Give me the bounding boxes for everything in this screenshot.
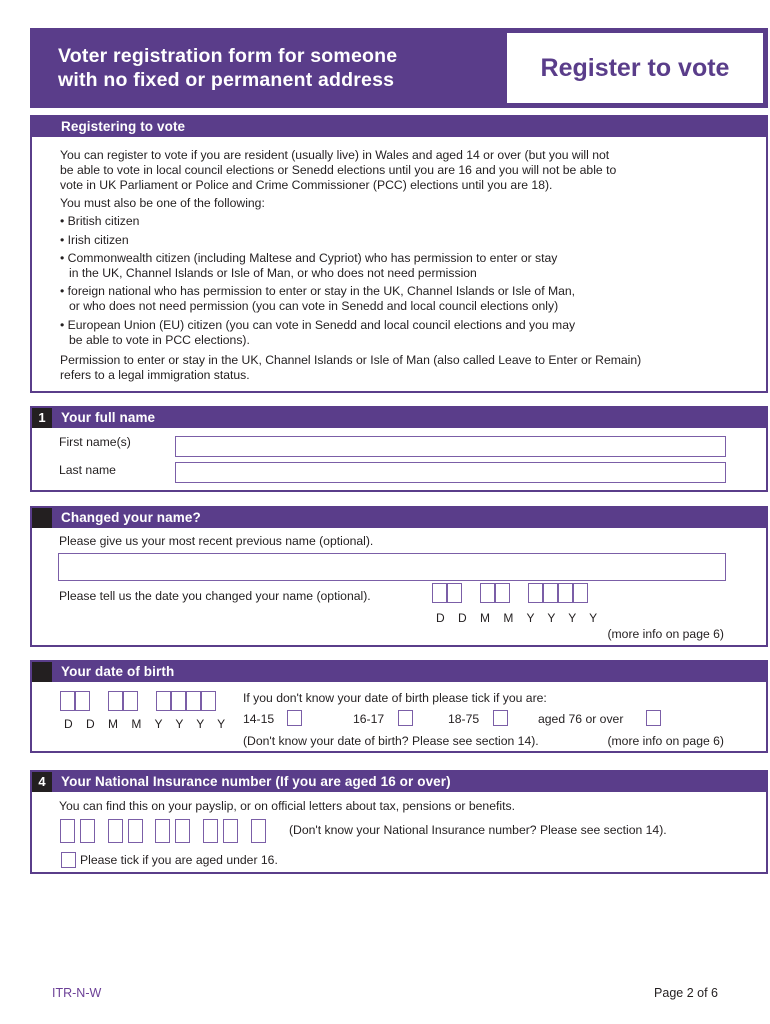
form-title-line1: Voter registration form for someone (58, 45, 398, 67)
ni-hint: You can find this on your payslip, or on official letters about tax, pensions or benefits. (59, 799, 515, 813)
ni-box[interactable] (155, 819, 170, 843)
age-14-15-checkbox[interactable] (287, 710, 302, 726)
date-box-month[interactable] (480, 583, 495, 603)
dob-box-year[interactable] (156, 691, 171, 711)
ni-box[interactable] (128, 819, 143, 843)
date-box-year[interactable] (558, 583, 573, 603)
ni-box[interactable] (223, 819, 238, 843)
bullet-item: • European Union (EU) citizen (you can vote in Senedd and local council elections and you may (60, 318, 576, 332)
first-name-input[interactable] (175, 436, 726, 457)
intro-line: You can register to vote if you are resident (usually live) in Wales and aged 14 or over (but you will not (60, 148, 610, 162)
first-name-label: First name(s) (59, 435, 131, 449)
date-format-hint: D D M M Y Y Y Y (436, 611, 603, 625)
intro-line: be able to vote in local council elections or Senedd elections until you are 16 and you will not be able to (60, 163, 617, 177)
form-header (30, 28, 768, 108)
age-18-75-checkbox[interactable] (493, 710, 508, 726)
dob-unknown-label: If you don't know your date of birth please tick if you are: (243, 691, 547, 705)
name-change-date-label: Please tell us the date you changed your name (optional). (59, 589, 371, 603)
changed-name-heading-bar (32, 508, 766, 528)
registering-heading-bar (32, 117, 766, 137)
date-box-year[interactable] (543, 583, 558, 603)
dob-box-day[interactable] (75, 691, 90, 711)
registering-heading: Registering to vote (61, 119, 186, 134)
dob-box-day[interactable] (60, 691, 75, 711)
register-badge (506, 32, 764, 104)
date-box-day[interactable] (432, 583, 447, 603)
more-info-note: (more info on page 6) (607, 627, 724, 641)
under-16-label: Please tick if you are aged under 16. (80, 853, 278, 867)
date-of-birth-heading: Your date of birth (61, 664, 175, 679)
register-badge-text: Register to vote (540, 53, 730, 82)
age-option-label: 18-75 (448, 712, 480, 726)
full-name-heading: Your full name (61, 410, 156, 425)
intro-line: vote in UK Parliament or Police and Crime Commissioner (PCC) elections until you are 18). (60, 178, 553, 192)
date-box-day[interactable] (447, 583, 462, 603)
section-number: 1 (32, 408, 52, 428)
section-number: 4 (32, 772, 52, 792)
bullet-item: • foreign national who has permission to enter or stay in the UK, Channel Islands or Isle of Man, (60, 284, 576, 298)
dob-box-year[interactable] (186, 691, 201, 711)
form-title (58, 44, 488, 92)
registering-section (30, 115, 768, 393)
national-insurance-section (30, 770, 768, 874)
date-of-birth-section (30, 660, 768, 753)
page-number: Page 2 of 6 (654, 986, 718, 1000)
ni-box[interactable] (80, 819, 95, 843)
dob-box-year[interactable] (201, 691, 216, 711)
ni-box[interactable] (203, 819, 218, 843)
ni-unknown-note: (Don't know your National Insurance number? Please see section 14). (289, 823, 667, 837)
age-76-over-checkbox[interactable] (646, 710, 661, 726)
ni-box[interactable] (251, 819, 266, 843)
bullet-item-cont: in the UK, Channel Islands or Isle of Man, or who does not need permission (69, 266, 477, 280)
date-of-birth-heading-bar (32, 662, 766, 682)
bullet-item: • Commonwealth citizen (including Maltese and Cypriot) who has permission to enter or stay (60, 251, 558, 265)
dob-format-hint: D D M M Y Y Y Y (64, 717, 231, 731)
date-box-year[interactable] (528, 583, 543, 603)
bullet-item-cont: be able to vote in PCC elections). (69, 333, 250, 347)
last-name-input[interactable] (175, 462, 726, 483)
changed-name-section (30, 506, 768, 647)
date-box-year[interactable] (573, 583, 588, 603)
ni-box[interactable] (175, 819, 190, 843)
age-16-17-checkbox[interactable] (398, 710, 413, 726)
permission-line: Permission to enter or stay in the UK, Channel Islands or Isle of Man (also called Leave to Enter or Remain) (60, 353, 642, 367)
dob-unknown-note: (Don't know your date of birth? Please see section 14). (243, 734, 539, 748)
section-number-blank (32, 662, 52, 682)
form-code: ITR-N-W (52, 986, 102, 1000)
full-name-heading-bar (32, 408, 766, 428)
dob-box-month[interactable] (123, 691, 138, 711)
form-title-line2: with no fixed or permanent address (58, 69, 395, 91)
national-insurance-heading: Your National Insurance number (If you are aged 16 or over) (61, 774, 451, 789)
under-16-checkbox[interactable] (61, 852, 76, 868)
ni-box[interactable] (108, 819, 123, 843)
date-box-month[interactable] (495, 583, 510, 603)
age-option-label: 14-15 (243, 712, 275, 726)
permission-line: refers to a legal immigration status. (60, 368, 250, 382)
last-name-label: Last name (59, 463, 116, 477)
more-info-note: (more info on page 6) (607, 734, 724, 748)
national-insurance-heading-bar (32, 772, 766, 792)
dob-box-month[interactable] (108, 691, 123, 711)
dob-box-year[interactable] (171, 691, 186, 711)
section-number-blank (32, 508, 52, 528)
also-line: You must also be one of the following: (60, 196, 265, 210)
bullet-item: • British citizen (60, 214, 140, 228)
previous-name-input[interactable] (58, 553, 726, 581)
age-option-label: 16-17 (353, 712, 385, 726)
bullet-item-cont: or who does not need permission (you can vote in Senedd and local council elections only) (69, 299, 559, 313)
previous-name-label: Please give us your most recent previous name (optional). (59, 534, 374, 548)
age-option-label: aged 76 or over (538, 712, 624, 726)
full-name-section (30, 406, 768, 492)
ni-box[interactable] (60, 819, 75, 843)
bullet-item: • Irish citizen (60, 233, 129, 247)
changed-name-heading: Changed your name? (61, 510, 201, 525)
